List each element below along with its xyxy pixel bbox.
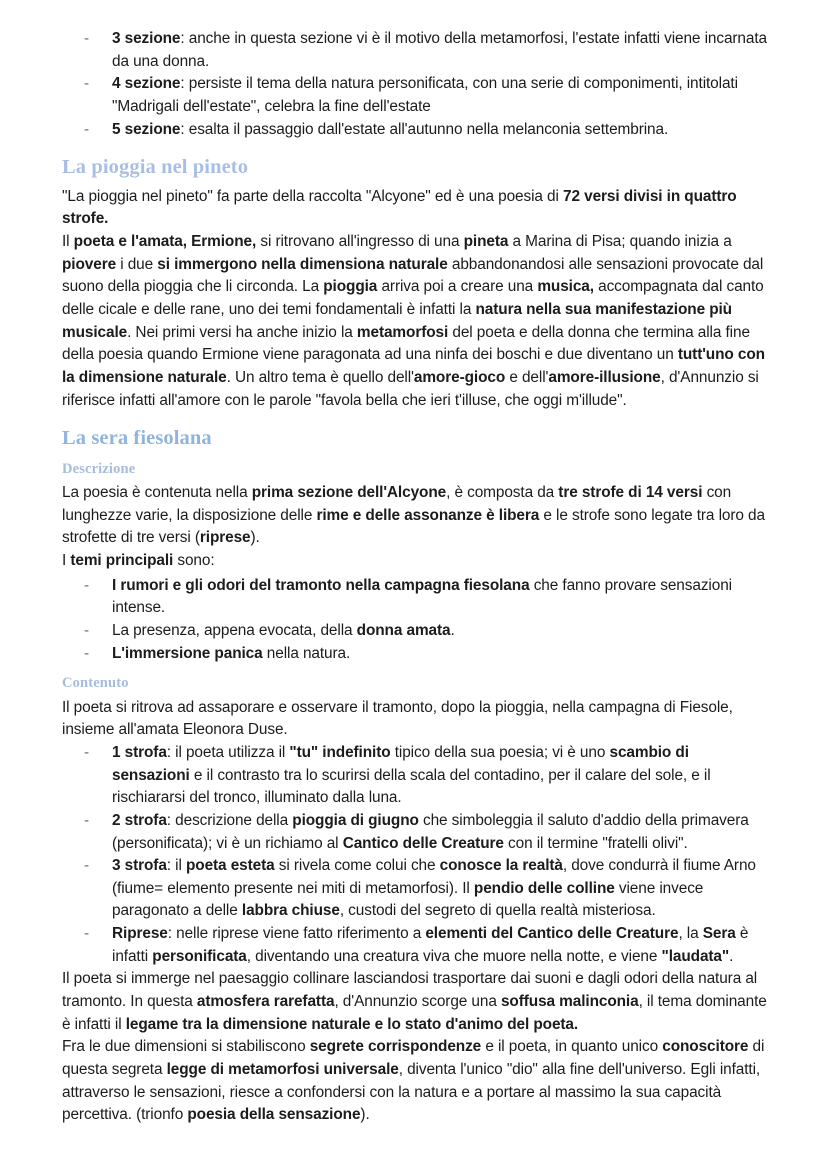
list-item-text: 4 sezione: persiste il tema della natura personificata, con una serie di componimenti, intitolati "Madrigali dell'estate", celebra la fine dell'estate — [112, 75, 738, 115]
dash-marker-icon: - — [84, 857, 90, 875]
list-item-lead: 4 sezione — [112, 75, 181, 93]
descrizione-list — [62, 575, 770, 666]
dash-marker-icon: - — [84, 743, 90, 761]
descrizione-paragraph: La poesia è contenuta nella prima sezione dell'Alcyone, è composta da tre strofe di 14 versi con lunghezze varie, la disposizione delle rime e delle assonanze è libera e le strofe sono legate tra loro da strofette di tre versi (riprese). I temi principali sono: — [62, 484, 765, 570]
top-section-list — [62, 28, 770, 141]
list-item-lead: 3 sezione — [112, 30, 181, 47]
list-item-text: 5 sezione: esalta il passaggio dall'estate all'autunno nella melanconia settembrina. — [112, 120, 669, 138]
section-heading-pioggia: La pioggia nel pineto — [62, 156, 249, 179]
pioggia-paragraph-2: Il poeta e l'amata, Ermione, si ritrovano all'ingresso di una pineta a Marina di Pisa; quando inizia a piovere i due si immergono nella dimensiona naturale abbandonandosi alle sensazioni provocate dal suono della pioggia che li circonda. La pioggia arriva poi a creare una musica, accompagnata dal canto delle cicale e delle rane, uno dei temi fondamentali è infatti la natura nella sua manifestazione più musicale. Nei primi versi ha anche inizio la metamorfosi del poeta e della donna che termina alla fine della poesia quando Ermione viene paragonata ad una ninfa dei boschi e due diventano un tutt'uno con la dimensione naturale. Un altro tema è quello dell'amore-gioco e dell'amore-illusione, d'Annunzio si riferisce infatti all'amore con le parole "favola bella che ieri t'illuse, che oggi m'illude". — [62, 233, 765, 409]
list-item-text: I rumori e gli odori del tramonto nella campagna fiesolana che fanno provare sensazioni intense. — [112, 576, 732, 617]
list-item — [62, 28, 770, 73]
subheading-contenuto: Contenuto — [62, 675, 129, 692]
dash-marker-icon: - — [84, 644, 90, 662]
list-item-text: Riprese: nelle riprese viene fatto riferimento a elementi del Cantico delle Creature, la Sera è infatti personificata, diventando una creatura viva che muore nella notte, e viene "laudata". — [112, 925, 749, 965]
list-item-text: 3 strofa: il poeta esteta si rivela come colui che conosce la realtà, dove condurrà il fiume Arno (fiume= elemento presente nei miti di metamorfosi). Il pendio delle colline viene invece paragonato a delle labbra chiuse, custodi del segreto di quella realtà misteriosa. — [112, 857, 756, 920]
list-item-text: 1 strofa: il poeta utilizza il "tu" indefinito tipico della sua poesia; vi è uno scambio di sensazioni e il contrasto tra lo scurirsi della scala del contadino, per il calare del sole, e il rischiararsi del tronco, illuminato dalla luna. — [112, 743, 711, 807]
contenuto-closing-paragraph-1: Il poeta si immerge nel paesaggio collinare lasciandosi trasportare dai suoni e dagli odori della natura al tramonto. In questa atmosfera rarefatta, d'Annunzio scorge una soffusa malinconia, il tema dominante è infatti il legame tra la dimensione naturale e lo stato d'animo del poeta. — [62, 970, 767, 1033]
list-item-lead: 5 sezione — [112, 120, 181, 138]
list-item — [62, 575, 770, 620]
list-item-text: L'immersione panica nella natura. — [112, 644, 351, 662]
contenuto-closing-paragraph-2: Fra le due dimensioni si stabiliscono segrete corrispondenze e il poeta, in quanto unico conoscitore di questa segreta legge di metamorfosi universale, diventa l'unico "dio" alla fine dell'universo. Egli infatti, attraverso le sensazioni, riesce a confondersi con la natura e a portare al massimo la sua capacità percettiva. (trionfo poesia della sensazione). — [62, 1038, 765, 1124]
list-item — [62, 855, 770, 923]
list-item — [62, 119, 770, 142]
subheading-descrizione: Descrizione — [62, 460, 136, 477]
list-item — [62, 742, 770, 810]
contenuto-intro-paragraph: Il poeta si ritrova ad assaporare e osservare il tramonto, dopo la pioggia, nella campagna di Fiesole, insieme all'amata Eleonora Duse. — [62, 698, 733, 739]
dash-marker-icon: - — [84, 30, 90, 47]
dash-marker-icon: - — [84, 75, 90, 93]
list-item-text: La presenza, appena evocata, della donna amata. — [112, 622, 455, 640]
dash-marker-icon: - — [84, 811, 90, 829]
pioggia-paragraph-1: "La pioggia nel pineto" fa parte della raccolta "Alcyone" ed è una poesia di 72 versi divisi in quattro strofe. — [62, 187, 737, 228]
list-item — [62, 643, 770, 666]
list-item-text: 2 strofa: descrizione della pioggia di giugno che simboleggia il saluto d'addio della primavera (personificata); vi è un richiamo al Cantico delle Creature con il termine "fratelli olivi". — [112, 811, 749, 852]
list-item — [62, 810, 770, 855]
section-heading-sera: La sera fiesolana — [62, 427, 212, 450]
list-item — [62, 73, 770, 118]
dash-marker-icon: - — [84, 120, 90, 138]
list-item — [62, 923, 770, 968]
dash-marker-icon: - — [84, 622, 90, 640]
list-item — [62, 620, 770, 643]
contenuto-list — [62, 742, 770, 968]
dash-marker-icon: - — [84, 925, 90, 943]
dash-marker-icon: - — [84, 576, 90, 594]
list-item-text: 3 sezione: anche in questa sezione vi è il motivo della metamorfosi, l'estate infatti viene incarnata da una donna. — [112, 30, 767, 70]
